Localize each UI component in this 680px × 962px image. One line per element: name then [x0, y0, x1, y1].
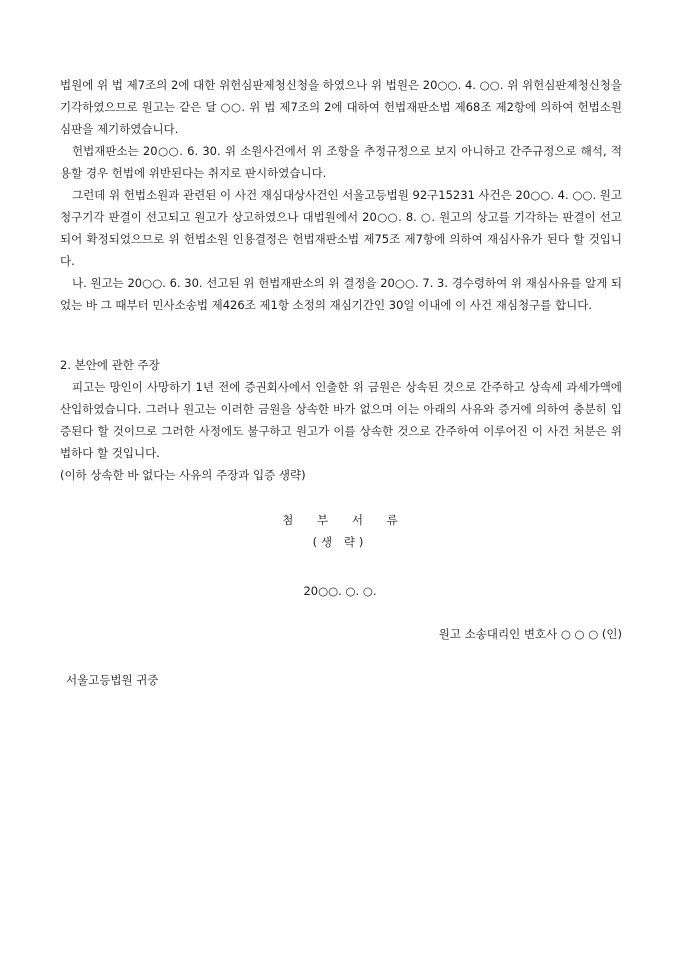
body-paragraph-3 — [60, 184, 622, 272]
paragraph-text: 헌법재판소는 20○○. 6. 30. 위 소원사건에서 위 조항을 추정규정으로 보지 아니하고 간주규정으로 해석, 적용할 경우 헌법에 위반된다는 취지로 판시하였습니다. — [60, 144, 622, 180]
paragraph-text: 법원에 위 법 제7조의 2에 대한 위헌심판제청신청을 하였으나 위 법원은 20○○. 4. ○○. 위 위헌심판제청신청을 기각하였으므로 원고는 같은 달 ○○. 위 법 제7조의 2에 대하여 헌법재판소법 제68조 제2항에 의하여 헌법소원심판을 제기하였습니다. — [60, 78, 622, 136]
signer-line: 원고 소송대리인 변호사 ○ ○ ○ (인) — [438, 627, 622, 641]
attachments-subtitle: (생 략) — [312, 535, 368, 549]
attachments-title: 첨 부 서 류 — [282, 513, 408, 527]
section-heading: 2. 본안에 관한 주장 — [60, 358, 160, 372]
omission-note: (이하 상속한 바 없다는 사유의 주장과 입증 생략) — [60, 468, 306, 482]
addressee-court: 서울고등법원 귀중 — [66, 673, 159, 687]
document-date: 20○○. ○. ○. — [303, 584, 377, 598]
body-paragraph-1 — [60, 74, 622, 140]
body-paragraph-4 — [60, 272, 622, 316]
body-paragraph-5 — [60, 376, 622, 464]
paragraph-text: 피고는 망인이 사망하기 1년 전에 증권회사에서 인출한 위 금원은 상속된 것으로 간주하고 상속세 과세가액에 산입하였습니다. 그러나 원고는 이러한 금원을 상속한 바가 없으며 이는 아래의 사유와 증거에 의하여 충분히 입증된다 할 것이므로 그러한 사정에도 불구하고 원고가 이를 상속한 것으로 간주하여 이루어진 이 사건 처분은 위법하다 할 것입니다. — [60, 380, 622, 460]
paragraph-text: 나. 원고는 20○○. 6. 30. 선고된 위 헌법재판소의 위 결정을 20○○. 7. 3. 경수령하여 위 재심사유를 알게 되었는 바 그 때부터 민사소송법 제426조 제1항 소정의 재심기간인 30일 이내에 이 사건 재심청구를 합니다. — [60, 276, 622, 312]
paragraph-text: 그런데 위 헌법소원과 관련된 이 사건 재심대상사건인 서울고등법원 92구15231 사건은 20○○. 4. ○○. 원고 청구기각 판결이 선고되고 원고가 상고하였으나 대법원에서 20○○. 8. ○. 원고의 상고를 기각하는 판결이 선고되어 확정되었으므로 위 헌법소원 인용결정은 헌법재판소법 제75조 제7항에 의하여 재심사유가 된다 할 것입니다. — [60, 188, 622, 268]
body-paragraph-2 — [60, 140, 622, 184]
